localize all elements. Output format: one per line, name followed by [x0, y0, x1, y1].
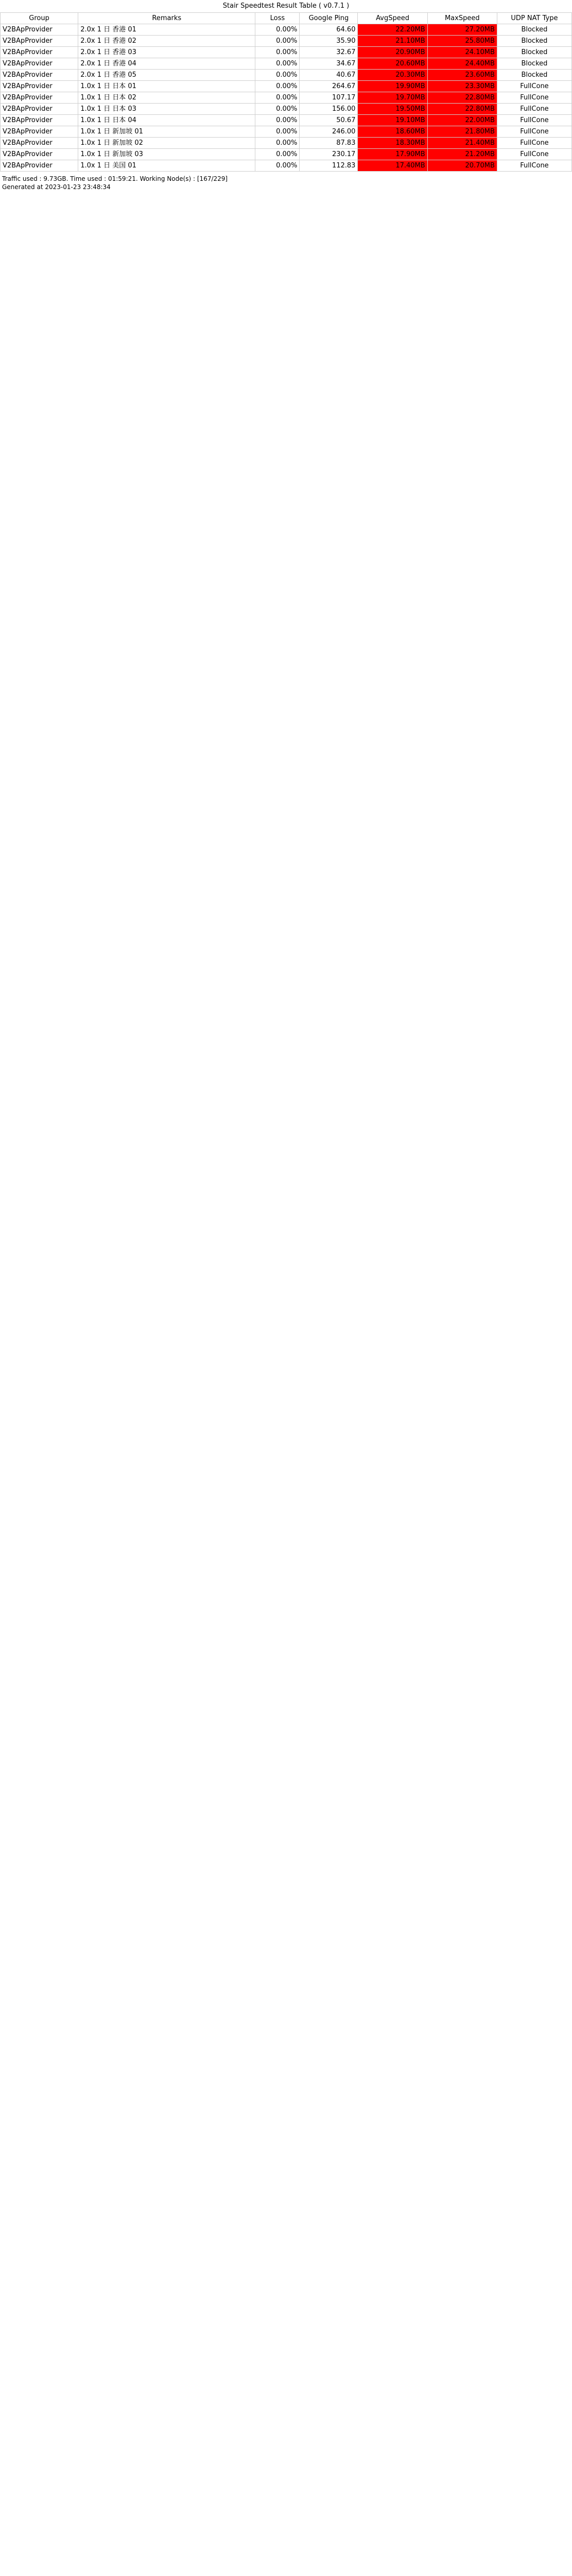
cell-max-speed: 27.20MB: [427, 24, 497, 36]
cell-remarks: 1.0x 1 日 日本 01: [78, 81, 255, 92]
column-header-udp-nat-type: UDP NAT Type: [497, 13, 571, 24]
cell-google-ping: 40.67: [300, 70, 358, 81]
cell-avg-speed: 17.40MB: [358, 160, 427, 172]
cell-max-speed: 23.60MB: [427, 70, 497, 81]
cell-google-ping: 87.83: [300, 138, 358, 149]
cell-remarks: 1.0x 1 日 美国 01: [78, 160, 255, 172]
cell-group: V2BApProvider: [1, 58, 78, 70]
cell-avg-speed: 20.30MB: [358, 70, 427, 81]
cell-max-speed: 22.00MB: [427, 115, 497, 126]
cell-max-speed: 25.80MB: [427, 36, 497, 47]
cell-loss: 0.00%: [255, 58, 300, 70]
table-row: [1, 115, 572, 126]
speedtest-report: [0, 0, 572, 191]
cell-loss: 0.00%: [255, 70, 300, 81]
cell-remarks: 1.0x 1 日 日本 04: [78, 115, 255, 126]
cell-max-speed: 22.80MB: [427, 104, 497, 115]
cell-udp-nat-type: Blocked: [497, 58, 571, 70]
table-row: [1, 138, 572, 149]
cell-avg-speed: 19.90MB: [358, 81, 427, 92]
table-row: [1, 36, 572, 47]
footer: [0, 175, 572, 191]
table-row: [1, 149, 572, 160]
table-row: [1, 81, 572, 92]
cell-loss: 0.00%: [255, 36, 300, 47]
column-header-remarks: Remarks: [78, 13, 255, 24]
cell-google-ping: 32.67: [300, 47, 358, 58]
cell-group: V2BApProvider: [1, 24, 78, 36]
footer-stats: Traffic used : 9.73GB. Time used : 01:59:21. Working Node(s) : [167/229]: [2, 175, 228, 182]
cell-remarks: 1.0x 1 日 日本 03: [78, 104, 255, 115]
cell-google-ping: 112.83: [300, 160, 358, 172]
cell-max-speed: 21.40MB: [427, 138, 497, 149]
column-header-loss: Loss: [255, 13, 300, 24]
result-table: [0, 12, 572, 172]
cell-avg-speed: 18.60MB: [358, 126, 427, 138]
cell-max-speed: 23.30MB: [427, 81, 497, 92]
cell-avg-speed: 21.10MB: [358, 36, 427, 47]
cell-udp-nat-type: FullCone: [497, 104, 571, 115]
column-header-google-ping: Google Ping: [300, 13, 358, 24]
cell-avg-speed: 17.90MB: [358, 149, 427, 160]
cell-loss: 0.00%: [255, 24, 300, 36]
cell-avg-speed: 19.70MB: [358, 92, 427, 104]
cell-group: V2BApProvider: [1, 36, 78, 47]
cell-avg-speed: 19.10MB: [358, 115, 427, 126]
cell-group: V2BApProvider: [1, 160, 78, 172]
cell-remarks: 1.0x 1 日 新加坡 02: [78, 138, 255, 149]
column-header-group: Group: [1, 13, 78, 24]
cell-loss: 0.00%: [255, 104, 300, 115]
cell-google-ping: 50.67: [300, 115, 358, 126]
cell-google-ping: 230.17: [300, 149, 358, 160]
cell-udp-nat-type: Blocked: [497, 24, 571, 36]
cell-udp-nat-type: FullCone: [497, 126, 571, 138]
cell-loss: 0.00%: [255, 126, 300, 138]
table-row: [1, 160, 572, 172]
cell-max-speed: 24.40MB: [427, 58, 497, 70]
footer-generated: Generated at 2023-01-23 23:48:34: [2, 183, 111, 191]
cell-udp-nat-type: FullCone: [497, 138, 571, 149]
cell-loss: 0.00%: [255, 138, 300, 149]
cell-google-ping: 34.67: [300, 58, 358, 70]
cell-udp-nat-type: FullCone: [497, 149, 571, 160]
cell-google-ping: 264.67: [300, 81, 358, 92]
cell-udp-nat-type: Blocked: [497, 36, 571, 47]
cell-loss: 0.00%: [255, 47, 300, 58]
cell-group: V2BApProvider: [1, 70, 78, 81]
table-row: [1, 104, 572, 115]
cell-loss: 0.00%: [255, 149, 300, 160]
header-row: [1, 13, 572, 24]
column-header-avg-speed: AvgSpeed: [358, 13, 427, 24]
table-body: [1, 24, 572, 172]
cell-group: V2BApProvider: [1, 126, 78, 138]
cell-group: V2BApProvider: [1, 104, 78, 115]
table-row: [1, 92, 572, 104]
cell-udp-nat-type: Blocked: [497, 70, 571, 81]
table-row: [1, 47, 572, 58]
cell-avg-speed: 22.20MB: [358, 24, 427, 36]
column-header-max-speed: MaxSpeed: [427, 13, 497, 24]
cell-loss: 0.00%: [255, 160, 300, 172]
cell-max-speed: 22.80MB: [427, 92, 497, 104]
cell-avg-speed: 20.60MB: [358, 58, 427, 70]
cell-remarks: 2.0x 1 日 香港 01: [78, 24, 255, 36]
cell-udp-nat-type: FullCone: [497, 92, 571, 104]
cell-google-ping: 246.00: [300, 126, 358, 138]
cell-remarks: 2.0x 1 日 香港 02: [78, 36, 255, 47]
table-row: [1, 70, 572, 81]
cell-remarks: 1.0x 1 日 新加坡 01: [78, 126, 255, 138]
cell-group: V2BApProvider: [1, 115, 78, 126]
cell-group: V2BApProvider: [1, 149, 78, 160]
cell-avg-speed: 18.30MB: [358, 138, 427, 149]
cell-google-ping: 64.60: [300, 24, 358, 36]
cell-udp-nat-type: FullCone: [497, 115, 571, 126]
cell-group: V2BApProvider: [1, 81, 78, 92]
cell-remarks: 2.0x 1 日 香港 03: [78, 47, 255, 58]
cell-udp-nat-type: Blocked: [497, 47, 571, 58]
cell-avg-speed: 19.50MB: [358, 104, 427, 115]
cell-max-speed: 24.10MB: [427, 47, 497, 58]
cell-remarks: 2.0x 1 日 香港 04: [78, 58, 255, 70]
cell-group: V2BApProvider: [1, 47, 78, 58]
cell-avg-speed: 20.90MB: [358, 47, 427, 58]
cell-udp-nat-type: FullCone: [497, 160, 571, 172]
table-row: [1, 24, 572, 36]
cell-max-speed: 21.80MB: [427, 126, 497, 138]
cell-remarks: 1.0x 1 日 新加坡 03: [78, 149, 255, 160]
cell-group: V2BApProvider: [1, 138, 78, 149]
cell-remarks: 2.0x 1 日 香港 05: [78, 70, 255, 81]
cell-udp-nat-type: FullCone: [497, 81, 571, 92]
page-title: Stair Speedtest Result Table ( v0.7.1 ): [222, 2, 350, 10]
cell-remarks: 1.0x 1 日 日本 02: [78, 92, 255, 104]
table-row: [1, 58, 572, 70]
cell-max-speed: 20.70MB: [427, 160, 497, 172]
table-row: [1, 126, 572, 138]
cell-google-ping: 107.17: [300, 92, 358, 104]
cell-max-speed: 21.20MB: [427, 149, 497, 160]
cell-loss: 0.00%: [255, 81, 300, 92]
cell-loss: 0.00%: [255, 92, 300, 104]
cell-google-ping: 35.90: [300, 36, 358, 47]
cell-google-ping: 156.00: [300, 104, 358, 115]
cell-loss: 0.00%: [255, 115, 300, 126]
cell-group: V2BApProvider: [1, 92, 78, 104]
